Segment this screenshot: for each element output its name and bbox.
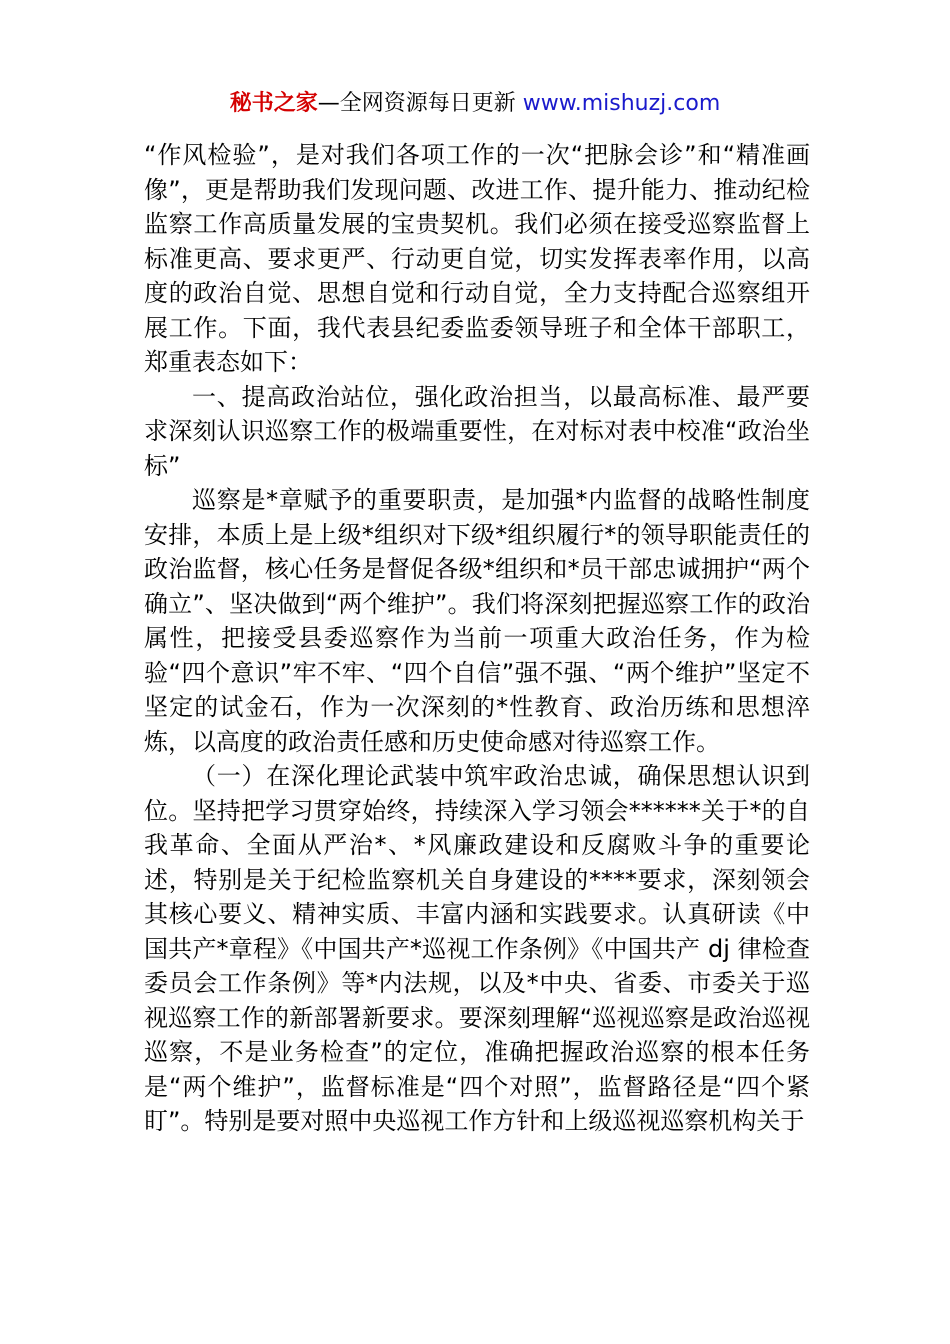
page-header [0,86,950,122]
header-tagline: —全网资源每日更新 [317,91,516,116]
site-url-link[interactable]: www.mishuzj.com [522,91,721,116]
brand-name: 秘书之家 [229,91,318,116]
paragraph-inspection-role: 巡察是*章赋予的重要职责，是加强*内监督的战略性制度安排，本质上是上级*组织对下级*组织履行*的领导职能责任的政治监督，核心任务是督促各级*组织和*员干部忠诚拥护“两个确立”、坚决做到“两个维护”。我们将深刻把握巡察工作的政治属性，把接受县委巡察作为当前一项重大政治任务，作为检验“四个意识”牢不牢、“四个自信”强不强、“两个维护”坚定不坚定的试金石，作为一次深刻的*性教育、政治历练和思想淬炼，以高度的政治责任感和历史使命感对待巡察工作。 [144,486,810,756]
paragraph-intro: “作风检验”，是对我们各项工作的一次“把脉会诊”和“精准画像”，更是帮助我们发现问题、改进工作、提升能力、推动纪检监察工作高质量发展的宝贵契机。我们必须在接受巡察监督上标准更高、要求更严、行动更自觉，切实发挥表率作用，以高度的政治自觉、思想自觉和行动自觉，全力支持配合巡察组开展工作。下面，我代表县纪委监委领导班子和全体干部职工，郑重表态如下： [144,141,810,376]
section-heading-1: 一、提高政治站位，强化政治担当，以最高标准、最严要求深刻认识巡察工作的极端重要性，在对标对表中校准“政治坐标” [144,382,810,480]
document-body [144,138,810,1139]
paragraph-subsection-1: （一）在深化理论武装中筑牢政治忠诚，确保思想认识到位。坚持把学习贯穿始终，持续深入学习领会******关于*的自我革命、全面从严治*、*风廉政建设和反腐败斗争的重要论述，特别是关于纪检监察机关自身建设的****要求，深刻领会其核心要义、精神实质、丰富内涵和实践要求。认真研读《中国共产*章程》《中国共产*巡视工作条例》《中国共产 dj 律检查委员会工作条例》等*内法规，以及*中央、省委、市委关于巡视巡察工作的新部署新要求。要深刻理解“巡视巡察是政治巡视巡察，不是业务检查”的定位，准确把握政治巡察的根本任务是“两个维护”，监督标准是“四个对照”，监督路径是“四个紧盯”。特别是要对照中央巡视工作方针和上级巡视巡察机构关于 [144,762,810,1135]
